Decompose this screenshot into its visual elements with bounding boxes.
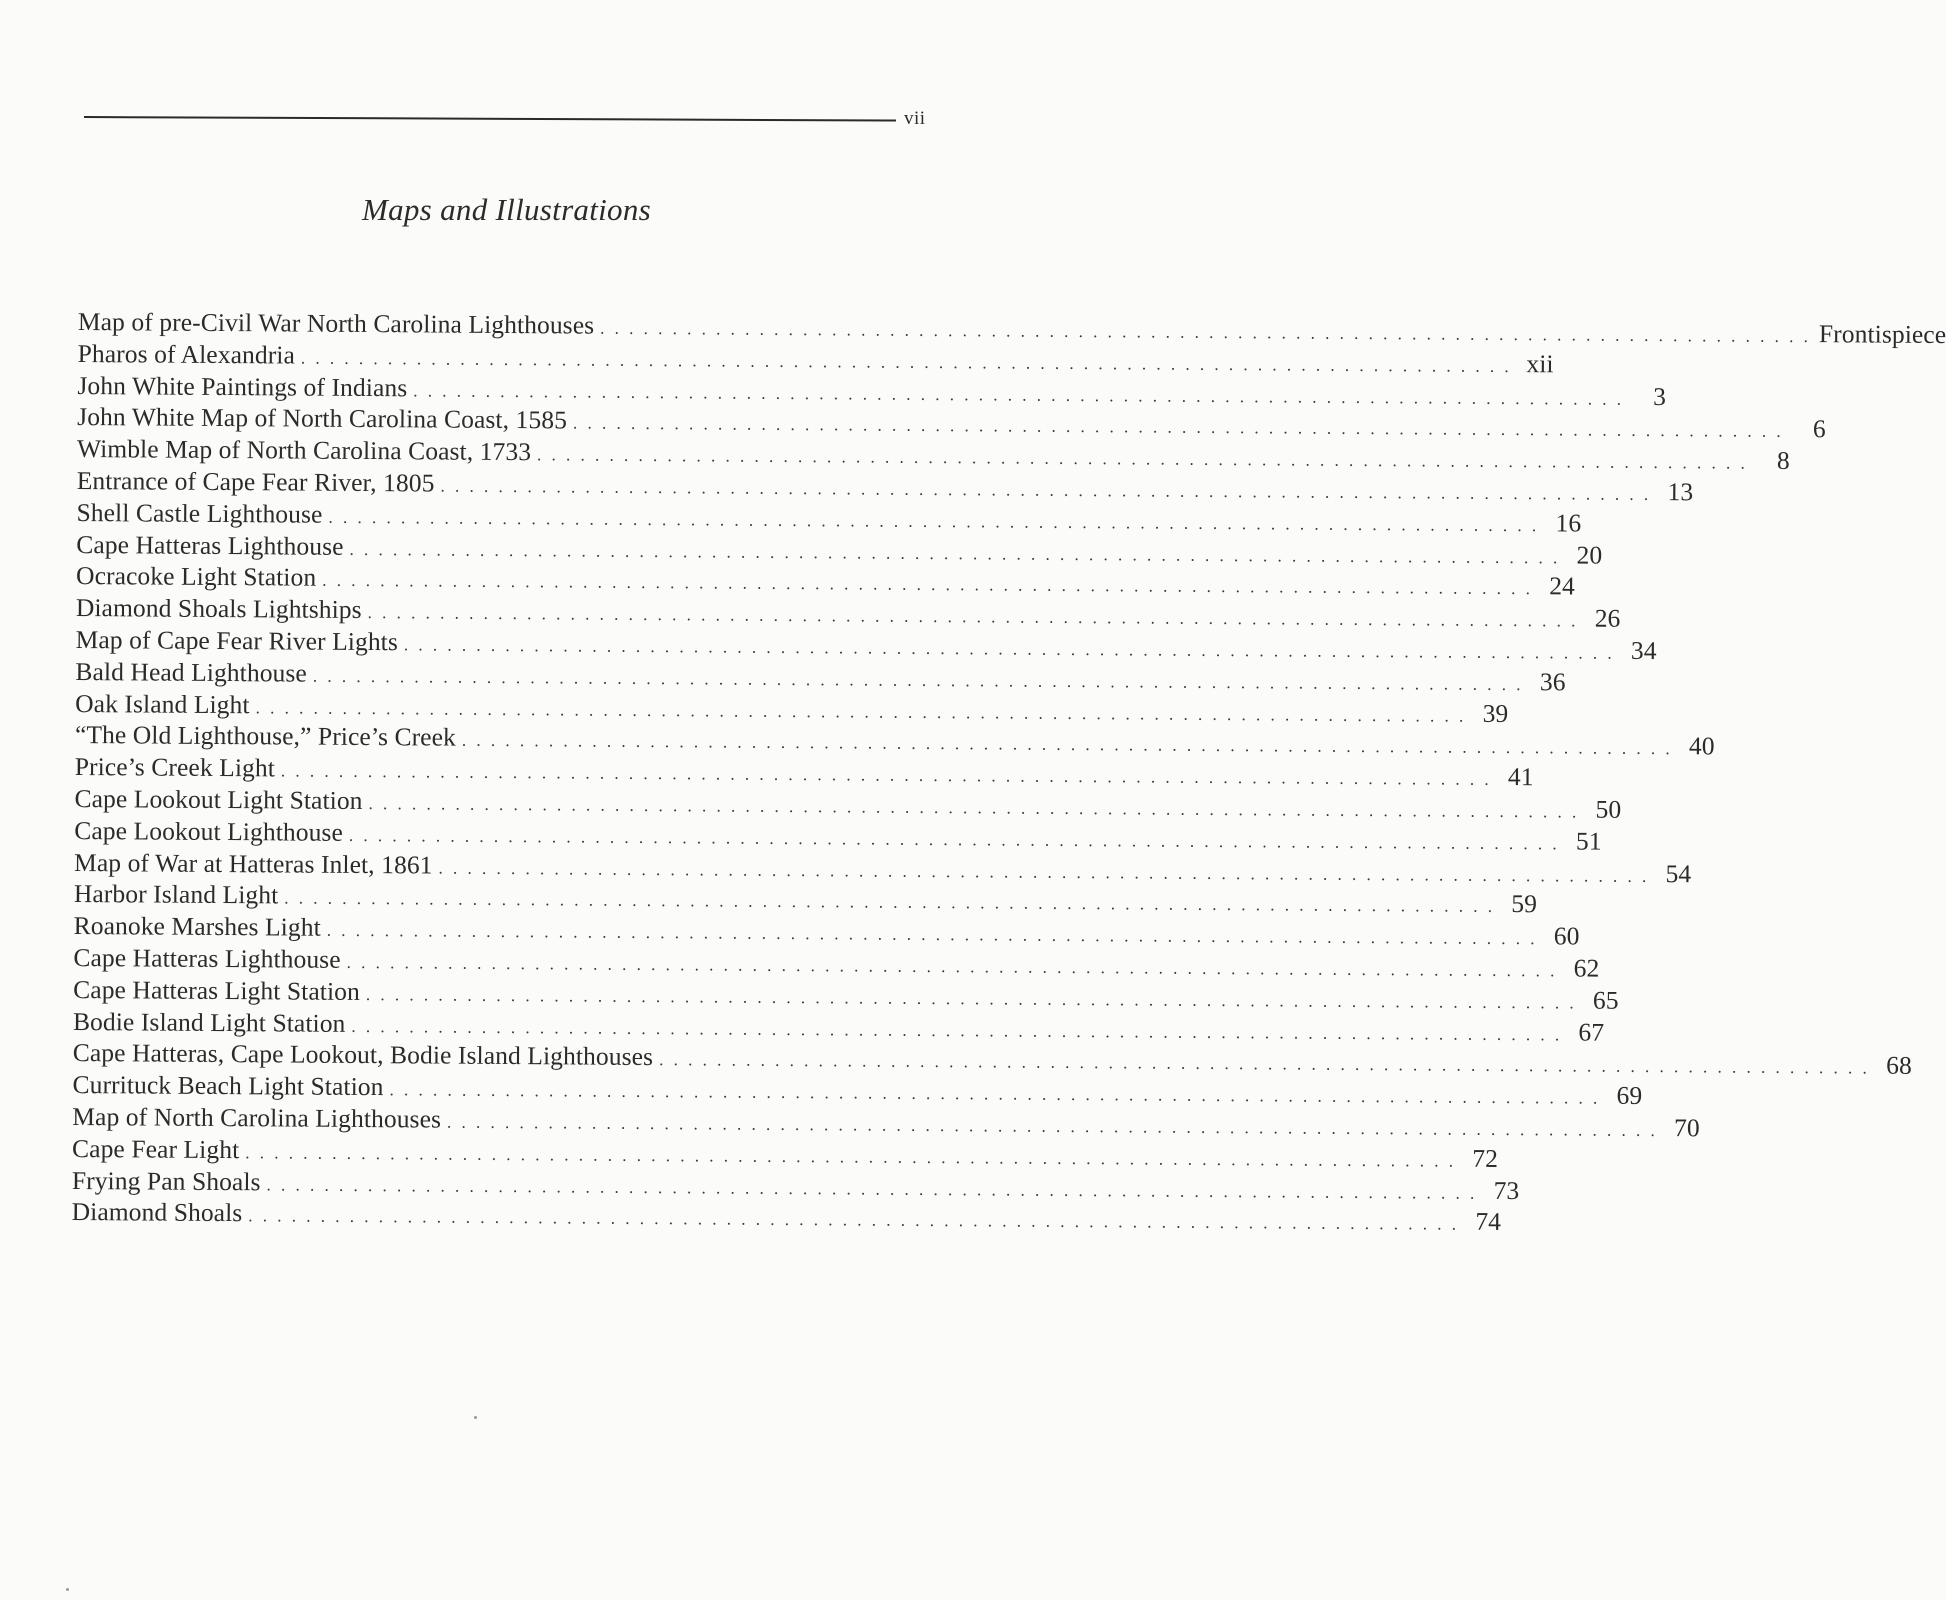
entry-title: Bald Head Lighthouse	[75, 656, 307, 688]
entry-title: Map of War at Hatteras Inlet, 1861	[74, 847, 433, 880]
dot-leader: . . . . . . . . . . . . . . . . . . . . . . . . . . . . . . . . . . . . . . . . . . . . . . . . . . . . . . . . . . . . . . . . . . . . . . . . . . . . . . . . . . . .	[572, 413, 1784, 442]
dot-leader: . . . . . . . . . . . . . . . . . . . . . . . . . . . . . . . . . . . . . . . . . . . . . . . . . . . . . . . . . . . . . . . . . . . . . . . . . . . . . . . . . . . .	[368, 793, 1580, 822]
dot-leader: . . . . . . . . . . . . . . . . . . . . . . . . . . . . . . . . . . . . . . . . . . . . . . . . . . . . . . . . . . . . . . . . . . . . . . . . . . . . . . . . . . . .	[600, 318, 1811, 347]
dot-leader: . . . . . . . . . . . . . . . . . . . . . . . . . . . . . . . . . . . . . . . . . . . . . . . . . . . . . . . . . . . . . . . . . . . . . . . . . . . . . . . . . . . .	[266, 1174, 1478, 1203]
dot-leader: . . . . . . . . . . . . . . . . . . . . . . . . . . . . . . . . . . . . . . . . . . . . . . . . . . . . . . . . . . . . . . . . . . . . . . . . . . . . . . . . . . . .	[322, 571, 1534, 599]
paper-speck	[66, 1588, 69, 1591]
entry-page: 59	[1511, 889, 1538, 919]
entry-title: Currituck Beach Light Station	[72, 1070, 384, 1102]
entry-title: Diamond Shoals	[71, 1197, 243, 1228]
entry-title: John White Paintings of Indians	[77, 370, 408, 402]
entry-page: 16	[1555, 508, 1582, 538]
entry-page: 68	[1886, 1050, 1912, 1081]
entry-page: 3	[1653, 381, 1667, 411]
dot-leader: . . . . . . . . . . . . . . . . . . . . . . . . . . . . . . . . . . . . . . . . . . . . . . . . . . . . . . . . . . . . . . . . . . . . . . . . . . . . . . . . . . . .	[389, 1080, 1601, 1108]
dot-leader: . . . . . . . . . . . . . . . . . . . . . . . . . . . . . . . . . . . . . . . . . . . . . . . . . . . . . . . . . . . . . . . . . . . . . . . . . . . . . . . . . . . .	[413, 380, 1625, 409]
dot-leader: . . . . . . . . . . . . . . . . . . . . . . . . . . . . . . . . . . . . . . . . . . . . . . . . . . . . . . . . . . . . . . . . . . . . . . . . . . . . . . . . . . . .	[312, 666, 1524, 694]
illustrations-list	[71, 306, 1946, 1237]
dot-leader: . . . . . . . . . . . . . . . . . . . . . . . . . . . . . . . . . . . . . . . . . . . . . . . . . . . . . . . . . . . . . . . . . . . . . . . . . . . . . . . . . . . .	[461, 731, 1673, 759]
dot-leader: . . . . . . . . . . . . . . . . . . . . . . . . . . . . . . . . . . . . . . . . . . . . . . . . . . . . . . . . . . . . . . . . . . . . . . . . . . . . . . . . . . . .	[300, 348, 1512, 376]
entry-title: Cape Hatteras Lighthouse	[76, 529, 344, 561]
entry-title: Ocracoke Light Station	[76, 561, 317, 593]
entry-page: 54	[1665, 858, 1692, 888]
entry-title: Bodie Island Light Station	[72, 1006, 346, 1038]
dot-leader: . . . . . . . . . . . . . . . . . . . . . . . . . . . . . . . . . . . . . . . . . . . . . . . . . . . . . . . . . . . . . . . . . . . . . . . . . . . . . . . . . . . .	[328, 507, 1540, 535]
entry-title: Price’s Creek Light	[74, 752, 276, 783]
entry-page: 70	[1673, 1113, 1700, 1143]
entry-title: John White Map of North Carolina Coast, 1585	[77, 402, 568, 435]
entry-page: xii	[1526, 348, 1554, 379]
dot-leader: . . . . . . . . . . . . . . . . . . . . . . . . . . . . . . . . . . . . . . . . . . . . . . . . . . . . . . . . . . . . . . . . . . . . . . . . . . . . . . . . . . . .	[255, 697, 1467, 726]
entry-title: Entrance of Cape Fear River, 1805	[76, 465, 435, 498]
dot-leader: . . . . . . . . . . . . . . . . . . . . . . . . . . . . . . . . . . . . . . . . . . . . . . . . . . . . . . . . . . . . . . . . . . . . . . . . . . . . . . . . . . . .	[659, 1050, 1870, 1078]
entry-page: 39	[1482, 698, 1509, 728]
paper-speck	[474, 1416, 477, 1419]
dot-leader: . . . . . . . . . . . . . . . . . . . . . . . . . . . . . . . . . . . . . . . . . . . . . . . . . . . . . . . . . . . . . . . . . . . . . . . . . . . . . . . . . . . .	[365, 984, 1577, 1013]
entry-title: Map of pre-Civil War North Carolina Lighthouses	[77, 306, 595, 340]
entry-page: 65	[1592, 985, 1619, 1015]
dot-leader: . . . . . . . . . . . . . . . . . . . . . . . . . . . . . . . . . . . . . . . . . . . . . . . . . . . . . . . . . . . . . . . . . . . . . . . . . . . . . . . . . . . .	[367, 603, 1579, 631]
entry-page: 67	[1578, 1017, 1605, 1047]
dot-leader: . . . . . . . . . . . . . . . . . . . . . . . . . . . . . . . . . . . . . . . . . . . . . . . . . . . . . . . . . . . . . . . . . . . . . . . . . . . . . . . . . . . .	[446, 1112, 1658, 1140]
entry-page: 51	[1575, 826, 1602, 856]
dot-leader: . . . . . . . . . . . . . . . . . . . . . . . . . . . . . . . . . . . . . . . . . . . . . . . . . . . . . . . . . . . . . . . . . . . . . . . . . . . . . . . . . . . .	[245, 1142, 1457, 1171]
dot-leader: . . . . . . . . . . . . . . . . . . . . . . . . . . . . . . . . . . . . . . . . . . . . . . . . . . . . . . . . . . . . . . . . . . . . . . . . . . . . . . . . . . . .	[248, 1206, 1460, 1234]
dot-leader: . . . . . . . . . . . . . . . . . . . . . . . . . . . . . . . . . . . . . . . . . . . . . . . . . . . . . . . . . . . . . . . . . . . . . . . . . . . . . . . . . . . .	[537, 445, 1748, 473]
entry-page: 26	[1594, 603, 1621, 633]
entry-title: Frying Pan Shoals	[71, 1165, 261, 1196]
dot-leader: . . . . . . . . . . . . . . . . . . . . . . . . . . . . . . . . . . . . . . . . . . . . . . . . . . . . . . . . . . . . . . . . . . . . . . . . . . . . . . . . . . . .	[438, 858, 1650, 886]
entry-page: 8	[1776, 446, 1790, 476]
entry-page: 73	[1493, 1175, 1520, 1205]
entry-title: Roanoke Marshes Light	[73, 911, 321, 942]
entry-title: Shell Castle Lighthouse	[76, 497, 323, 529]
dot-leader: . . . . . . . . . . . . . . . . . . . . . . . . . . . . . . . . . . . . . . . . . . . . . . . . . . . . . . . . . . . . . . . . . . . . . . . . . . . . . . . . . . . .	[326, 920, 1538, 949]
entry-page: 50	[1595, 794, 1622, 824]
entry-title: Cape Lookout Light Station	[74, 783, 363, 815]
entry-title: Oak Island Light	[75, 688, 250, 719]
dot-leader: . . . . . . . . . . . . . . . . . . . . . . . . . . . . . . . . . . . . . . . . . . . . . . . . . . . . . . . . . . . . . . . . . . . . . . . . . . . . . . . . . . . .	[284, 888, 1496, 917]
dot-leader: . . . . . . . . . . . . . . . . . . . . . . . . . . . . . . . . . . . . . . . . . . . . . . . . . . . . . . . . . . . . . . . . . . . . . . . . . . . . . . . . . . . .	[346, 952, 1558, 981]
entry-page: 69	[1616, 1080, 1643, 1111]
entry-page: 60	[1553, 921, 1580, 951]
dot-leader: . . . . . . . . . . . . . . . . . . . . . . . . . . . . . . . . . . . . . . . . . . . . . . . . . . . . . . . . . . . . . . . . . . . . . . . . . . . . . . . . . . . .	[280, 761, 1492, 790]
entry-page: 20	[1576, 540, 1603, 570]
dot-leader: . . . . . . . . . . . . . . . . . . . . . . . . . . . . . . . . . . . . . . . . . . . . . . . . . . . . . . . . . . . . . . . . . . . . . . . . . . . . . . . . . . . .	[351, 1016, 1563, 1044]
entry-title: Map of Cape Fear River Lights	[75, 624, 399, 657]
entry-title: Harbor Island Light	[73, 879, 279, 910]
entry-page: 36	[1539, 666, 1566, 697]
entry-title: Pharos of Alexandria	[77, 338, 296, 370]
entry-title: Cape Fear Light	[72, 1133, 240, 1164]
header-rule	[84, 116, 896, 122]
entry-page: Frontispiece	[1818, 319, 1946, 350]
dot-leader: . . . . . . . . . . . . . . . . . . . . . . . . . . . . . . . . . . . . . . . . . . . . . . . . . . . . . . . . . . . . . . . . . . . . . . . . . . . . . . . . . . . .	[348, 825, 1560, 854]
entry-page: 40	[1688, 731, 1715, 761]
entry-page: 41	[1507, 762, 1534, 792]
page-number: vii	[904, 108, 926, 129]
entry-title: Map of North Carolina Lighthouses	[72, 1101, 442, 1134]
dot-leader: . . . . . . . . . . . . . . . . . . . . . . . . . . . . . . . . . . . . . . . . . . . . . . . . . . . . . . . . . . . . . . . . . . . . . . . . . . . . . . . . . . . .	[440, 476, 1652, 504]
entry-page: 6	[1812, 414, 1826, 444]
entry-page: 13	[1667, 477, 1694, 507]
dot-leader: . . . . . . . . . . . . . . . . . . . . . . . . . . . . . . . . . . . . . . . . . . . . . . . . . . . . . . . . . . . . . . . . . . . . . . . . . . . . . . . . . . . .	[403, 635, 1615, 663]
entry-title: Cape Lookout Lighthouse	[74, 815, 344, 847]
entry-title: Wimble Map of North Carolina Coast, 1733	[76, 434, 532, 467]
entry-page: 24	[1549, 571, 1576, 601]
entry-page: 72	[1472, 1143, 1499, 1173]
entry-title: Diamond Shoals Lightships	[75, 593, 362, 625]
entry-title: Cape Hatteras, Cape Lookout, Bodie Island Lighthouses	[72, 1038, 654, 1072]
entry-page: 62	[1573, 953, 1600, 983]
entry-page: 34	[1630, 635, 1657, 665]
entry-page: 74	[1475, 1207, 1502, 1237]
entry-title: Cape Hatteras Lighthouse	[73, 942, 341, 974]
dot-leader: . . . . . . . . . . . . . . . . . . . . . . . . . . . . . . . . . . . . . . . . . . . . . . . . . . . . . . . . . . . . . . . . . . . . . . . . . . . . . . . . . . . .	[349, 539, 1561, 567]
entry-title: “The Old Lighthouse,” Price’s Creek	[74, 720, 457, 753]
entry-title: Cape Hatteras Light Station	[73, 974, 361, 1006]
page-title: Maps and Illustrations	[361, 192, 652, 227]
